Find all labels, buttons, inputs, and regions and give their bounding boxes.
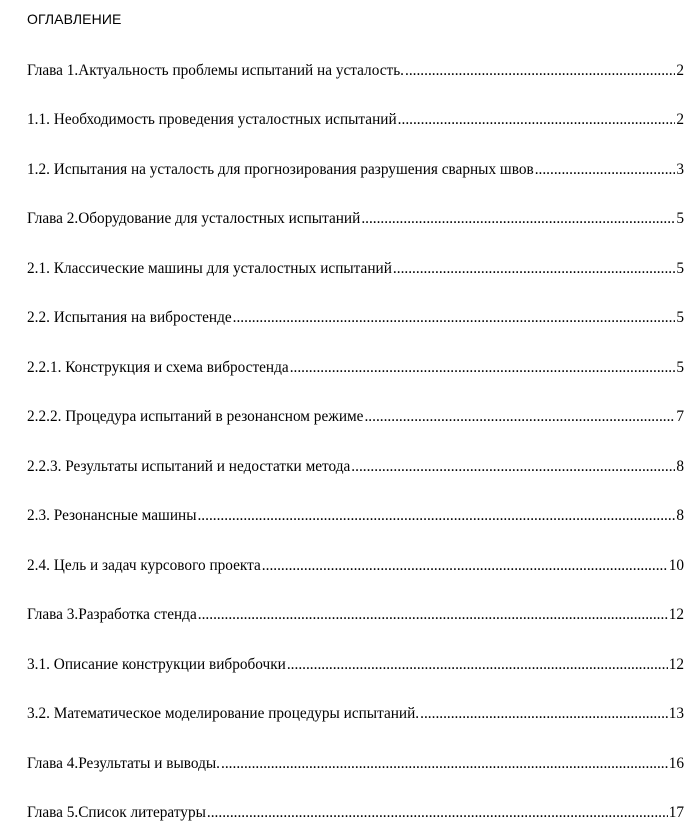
toc-entry[interactable]: [27, 308, 684, 328]
dot-leader: [535, 160, 676, 180]
toc-entry-title: Глава 5.Список литературы: [27, 804, 206, 821]
toc-entry-page: 12: [668, 656, 684, 673]
toc-entry-page: 12: [668, 606, 684, 623]
toc-entry-title: 2.4. Цель и задач курсового проекта: [27, 557, 261, 574]
toc-entry[interactable]: [27, 61, 684, 81]
dot-leader: [198, 605, 668, 625]
dot-leader: [233, 308, 676, 328]
toc-entry[interactable]: [27, 556, 684, 576]
toc-entry-title: 2.2.1. Конструкция и схема вибростенда: [27, 359, 289, 376]
toc-entry-title: 2.2. Испытания на вибростенде: [27, 309, 232, 326]
toc-entry-title: 1.2. Испытания на усталость для прогнозирования разрушения сварных швов: [27, 161, 534, 178]
toc-entry[interactable]: [27, 704, 684, 724]
toc-entry-page: 5: [676, 210, 684, 227]
toc-entry-page: 13: [668, 705, 684, 722]
toc-entry-title: 3.1. Описание конструкции вибробочки: [27, 656, 286, 673]
toc-entry-page: 7: [676, 408, 684, 425]
dot-leader: [197, 506, 675, 526]
toc-entry-title: 2.3. Резонансные машины: [27, 507, 197, 524]
dot-leader: [207, 803, 668, 823]
toc-entry-title: 2.2.2. Процедура испытаний в резонансном режиме: [27, 408, 364, 425]
toc-entry-title: 3.2. Математическое моделирование процедуры испытаний.: [27, 705, 420, 722]
toc-entry-page: 5: [676, 309, 684, 326]
dot-leader: [405, 61, 675, 81]
toc-entry-title: Глава 4.Результаты и выводы.: [27, 755, 221, 772]
dot-leader: [361, 209, 675, 229]
toc-entry[interactable]: [27, 655, 684, 675]
toc-entry-title: Глава 1.Актуальность проблемы испытаний на усталость.: [27, 62, 404, 79]
toc-entry-page: 8: [676, 507, 684, 524]
dot-leader: [262, 556, 668, 576]
toc-entry-title: 1.1. Необходимость проведения усталостных испытаний: [27, 111, 397, 128]
dot-leader: [287, 655, 668, 675]
toc-entry-title: Глава 2.Оборудование для усталостных испытаний: [27, 210, 361, 227]
dot-leader: [393, 259, 675, 279]
dot-leader: [398, 110, 676, 130]
toc-heading: ОГЛАВЛЕНИЕ: [27, 11, 122, 27]
toc-entry-page: 5: [676, 359, 684, 376]
toc-entry[interactable]: [27, 259, 684, 279]
toc-entry[interactable]: [27, 457, 684, 477]
toc-entry[interactable]: [27, 160, 684, 180]
toc-entry[interactable]: [27, 605, 684, 625]
toc-entry[interactable]: [27, 803, 684, 823]
toc-entry[interactable]: [27, 110, 684, 130]
toc-entry[interactable]: [27, 209, 684, 229]
toc-entry-page: 2: [676, 62, 684, 79]
toc-entry-page: 2: [676, 111, 684, 128]
dot-leader: [290, 358, 676, 378]
toc-entry-page: 10: [668, 557, 684, 574]
toc-entry-page: 17: [668, 804, 684, 821]
toc-entry-title: Глава 3.Разработка стенда: [27, 606, 197, 623]
dot-leader: [221, 754, 668, 774]
toc-entry[interactable]: [27, 754, 684, 774]
toc-entry[interactable]: [27, 358, 684, 378]
dot-leader: [420, 704, 668, 724]
toc-entry-page: 3: [676, 161, 684, 178]
dot-leader: [364, 407, 675, 427]
toc-entry-page: 16: [668, 755, 684, 772]
toc-entry[interactable]: [27, 407, 684, 427]
dot-leader: [351, 457, 675, 477]
toc-entry-title: 2.1. Классические машины для усталостных испытаний: [27, 260, 392, 277]
toc-entry-page: 8: [676, 458, 684, 475]
toc-entry[interactable]: [27, 506, 684, 526]
toc-entry-title: 2.2.3. Результаты испытаний и недостатки метода: [27, 458, 351, 475]
toc-entry-page: 5: [676, 260, 684, 277]
